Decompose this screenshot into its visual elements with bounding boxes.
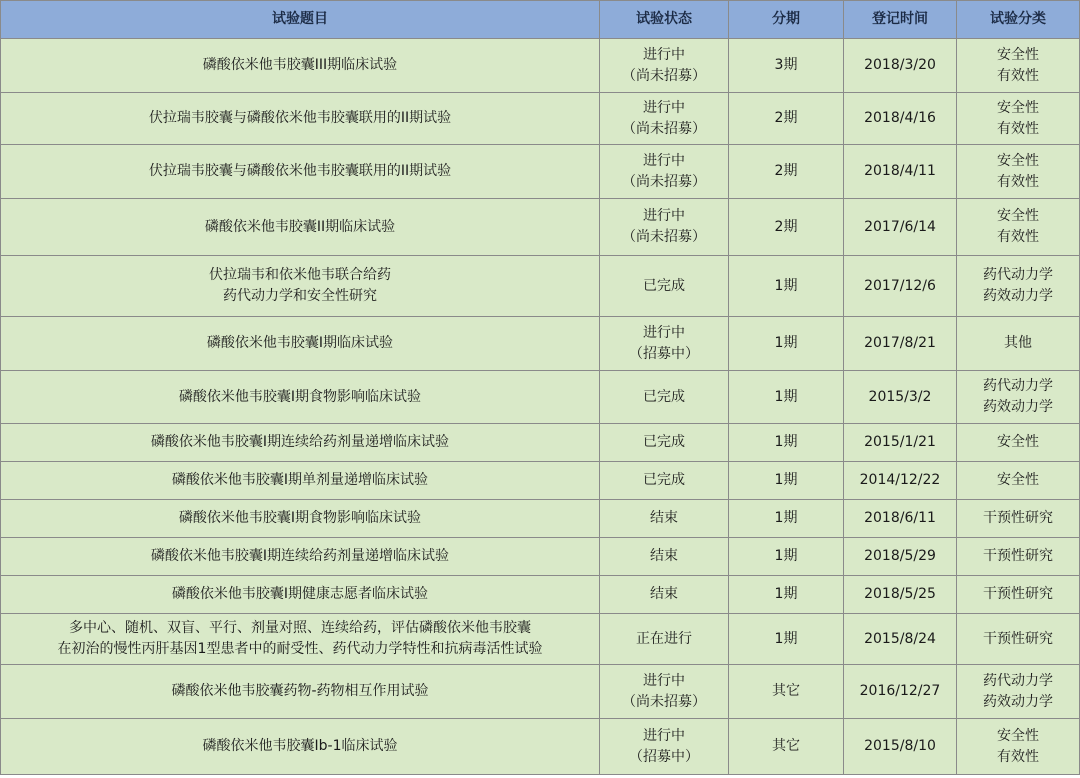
cell-date: 2018/5/29: [844, 538, 957, 576]
cell-phase: 2期: [729, 199, 844, 256]
cell-status-line: 已完成: [643, 472, 685, 488]
table-row: [1, 538, 1080, 576]
cell-phase: 1期: [729, 614, 844, 665]
cell-category: [957, 576, 1080, 614]
cell-category-line: 有效性: [997, 748, 1039, 765]
table-row: [1, 371, 1080, 424]
cell-status: [600, 39, 729, 93]
cell-date: 2018/6/11: [844, 500, 957, 538]
cell-category: [957, 462, 1080, 500]
cell-phase: 1期: [729, 371, 844, 424]
cell-title-line: 在初治的慢性丙肝基因1型患者中的耐受性、药代动力学特性和抗病毒活性试验: [57, 641, 543, 657]
cell-status: [600, 424, 729, 462]
cell-category: [957, 317, 1080, 371]
cell-category-line: 干预性研究: [983, 510, 1053, 526]
header-date: 登记时间: [844, 1, 957, 39]
cell-category-line: 安全性: [997, 434, 1039, 450]
cell-status-line: 进行中: [643, 208, 685, 224]
cell-title-line: 磷酸依米他韦胶囊I期食物影响临床试验: [178, 510, 422, 526]
cell-title-line: 磷酸依米他韦胶囊I期临床试验: [206, 335, 394, 351]
cell-date: 2016/12/27: [844, 665, 957, 719]
header-phase: 分期: [729, 1, 844, 39]
cell-title: [1, 500, 600, 538]
cell-phase: 1期: [729, 462, 844, 500]
cell-title-line: 多中心、随机、双盲、平行、剂量对照、连续给药，评估磷酸依米他韦胶囊: [69, 620, 531, 636]
cell-status-line: 进行中: [643, 672, 685, 689]
cell-category: [957, 719, 1080, 775]
cell-status: [600, 538, 729, 576]
cell-category-line: 药代动力学: [983, 378, 1053, 394]
cell-date: 2015/3/2: [844, 371, 957, 424]
cell-status-line: 已完成: [643, 388, 685, 405]
cell-status: [600, 145, 729, 199]
cell-title-line: 磷酸依米他韦胶囊I期食物影响临床试验: [178, 388, 422, 405]
table-row: [1, 39, 1080, 93]
cell-status-line: 已完成: [643, 434, 685, 450]
cell-category: [957, 39, 1080, 93]
cell-category: [957, 371, 1080, 424]
cell-category-line: 其他: [1004, 335, 1032, 351]
cell-status: [600, 317, 729, 371]
table-row: [1, 145, 1080, 199]
table-row: [1, 424, 1080, 462]
table-row: [1, 500, 1080, 538]
cell-title: [1, 199, 600, 256]
cell-phase: 1期: [729, 317, 844, 371]
cell-phase: 其它: [729, 719, 844, 775]
cell-category-line: 安全性: [997, 208, 1039, 224]
cell-category-line: 药代动力学: [983, 267, 1053, 283]
cell-title: [1, 538, 600, 576]
header-row: [1, 1, 1080, 39]
cell-phase: 1期: [729, 500, 844, 538]
header-title: 试验题目: [1, 1, 600, 39]
cell-date: 2015/8/10: [844, 719, 957, 775]
cell-category: [957, 145, 1080, 199]
cell-title-line: 磷酸依米他韦胶囊I期单剂量递增临床试验: [171, 472, 429, 488]
cell-date: 2018/4/16: [844, 93, 957, 145]
cell-status-line: 进行中: [643, 727, 685, 744]
cell-phase: 其它: [729, 665, 844, 719]
cell-title: [1, 424, 600, 462]
cell-date: 2017/8/21: [844, 317, 957, 371]
cell-title-line: 伏拉瑞韦和依米他韦联合给药: [209, 267, 391, 283]
table-row: [1, 576, 1080, 614]
table-row: [1, 93, 1080, 145]
cell-title: [1, 371, 600, 424]
cell-category-line: 干预性研究: [983, 630, 1053, 647]
cell-date: 2017/6/14: [844, 199, 957, 256]
cell-status-line: （尚未招募）: [622, 173, 706, 190]
cell-category-line: 干预性研究: [983, 586, 1053, 602]
cell-title: [1, 576, 600, 614]
cell-phase: 1期: [729, 538, 844, 576]
cell-title: [1, 39, 600, 93]
cell-status: [600, 256, 729, 317]
cell-category-line: 安全性: [997, 472, 1039, 488]
cell-status-line: （尚未招募）: [622, 67, 706, 84]
cell-title-line: 磷酸依米他韦胶囊I期连续给药剂量递增临床试验: [150, 434, 450, 450]
cell-category-line: 药代动力学: [983, 672, 1053, 689]
cell-phase: 1期: [729, 256, 844, 317]
cell-date: 2018/3/20: [844, 39, 957, 93]
cell-status: [600, 576, 729, 614]
header-category: 试验分类: [957, 1, 1080, 39]
cell-category: [957, 424, 1080, 462]
cell-date: 2015/8/24: [844, 614, 957, 665]
cell-title: [1, 665, 600, 719]
table-body: [1, 39, 1080, 775]
cell-status-line: 进行中: [643, 324, 685, 341]
cell-status: [600, 199, 729, 256]
cell-status-line: 进行中: [643, 99, 685, 116]
cell-status-line: 进行中: [643, 152, 685, 169]
cell-status-line: 结束: [650, 586, 678, 602]
cell-phase: 2期: [729, 93, 844, 145]
cell-title: [1, 317, 600, 371]
cell-status: [600, 93, 729, 145]
cell-title: [1, 462, 600, 500]
cell-status-line: 进行中: [643, 46, 685, 63]
cell-category-line: 药效动力学: [983, 288, 1053, 304]
cell-status-line: （尚未招募）: [622, 693, 706, 710]
cell-status-line: 已完成: [643, 277, 685, 294]
cell-category-line: 干预性研究: [983, 548, 1053, 564]
cell-status-line: （尚未招募）: [622, 120, 706, 137]
cell-category-line: 有效性: [997, 67, 1039, 84]
cell-date: 2017/12/6: [844, 256, 957, 317]
cell-category-line: 安全性: [997, 46, 1039, 63]
cell-status-line: （招募中）: [629, 748, 699, 765]
cell-category: [957, 500, 1080, 538]
table-row: [1, 317, 1080, 371]
cell-title: [1, 93, 600, 145]
cell-title: [1, 145, 600, 199]
cell-category-line: 药效动力学: [983, 399, 1053, 415]
cell-title-line: 伏拉瑞韦胶囊与磷酸依米他韦胶囊联用的II期试验: [148, 163, 452, 179]
cell-status-line: （尚未招募）: [622, 229, 706, 245]
table-row: [1, 614, 1080, 665]
cell-status-line: 结束: [650, 510, 678, 526]
cell-category-line: 安全性: [997, 99, 1039, 116]
cell-category-line: 药效动力学: [983, 693, 1053, 710]
cell-category: [957, 93, 1080, 145]
cell-category-line: 安全性: [997, 727, 1039, 744]
table-row: [1, 719, 1080, 775]
header-status: 试验状态: [600, 1, 729, 39]
cell-status-line: 结束: [650, 548, 678, 564]
cell-title-line: 伏拉瑞韦胶囊与磷酸依米他韦胶囊联用的II期试验: [148, 110, 452, 126]
cell-date: 2014/12/22: [844, 462, 957, 500]
cell-category: [957, 199, 1080, 256]
cell-title-line: 磷酸依米他韦胶囊III期临床试验: [202, 57, 398, 73]
cell-title-line: 磷酸依米他韦胶囊I期连续给药剂量递增临床试验: [150, 548, 450, 564]
cell-category-line: 有效性: [997, 120, 1039, 137]
table-row: [1, 665, 1080, 719]
cell-category-line: 有效性: [997, 229, 1039, 245]
cell-phase: 2期: [729, 145, 844, 199]
cell-status-line: （招募中）: [629, 345, 699, 362]
cell-date: 2015/1/21: [844, 424, 957, 462]
cell-phase: 1期: [729, 576, 844, 614]
cell-status: [600, 719, 729, 775]
cell-status: [600, 371, 729, 424]
cell-date: 2018/4/11: [844, 145, 957, 199]
cell-title-line: 磷酸依米他韦胶囊I期健康志愿者临床试验: [171, 586, 429, 602]
cell-title: [1, 614, 600, 665]
cell-category: [957, 614, 1080, 665]
cell-status: [600, 665, 729, 719]
table-row: [1, 462, 1080, 500]
cell-title: [1, 719, 600, 775]
cell-title-line: 磷酸依米他韦胶囊药物-药物相互作用试验: [171, 683, 429, 699]
cell-category: [957, 538, 1080, 576]
cell-category: [957, 256, 1080, 317]
cell-title-line: 药代动力学和安全性研究: [223, 288, 377, 304]
cell-status: [600, 614, 729, 665]
cell-phase: 3期: [729, 39, 844, 93]
cell-phase: 1期: [729, 424, 844, 462]
cell-status-line: 正在进行: [636, 630, 692, 647]
cell-title-line: 磷酸依米他韦胶囊II期临床试验: [204, 218, 396, 235]
cell-status: [600, 462, 729, 500]
table-row: [1, 199, 1080, 256]
cell-category-line: 有效性: [997, 173, 1039, 190]
cell-title-line: 磷酸依米他韦胶囊Ib-1临床试验: [202, 738, 398, 754]
cell-date: 2018/5/25: [844, 576, 957, 614]
cell-category: [957, 665, 1080, 719]
cell-category-line: 安全性: [997, 152, 1039, 169]
cell-status: [600, 500, 729, 538]
table-row: [1, 256, 1080, 317]
cell-title: [1, 256, 600, 317]
